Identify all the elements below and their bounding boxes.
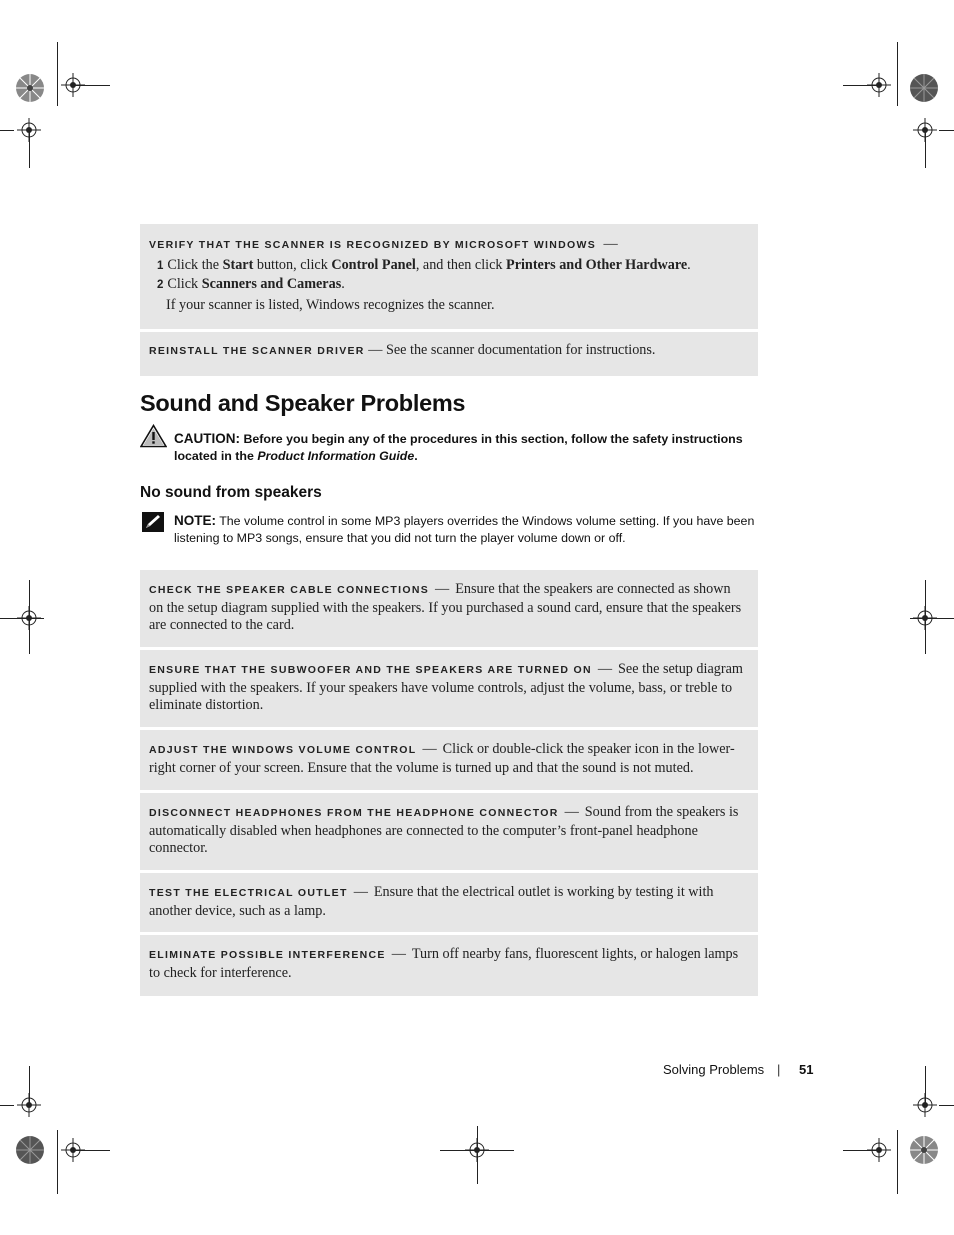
tip-box-adjust-the-windows-volume-control bbox=[140, 730, 758, 790]
reinstall-text: See the scanner documentation for instructions. bbox=[385, 342, 656, 358]
verify-step-2 bbox=[157, 276, 345, 295]
tip-heading: ELIMINATE POSSIBLE INTERFERENCE bbox=[149, 949, 386, 961]
tip-text: Ensure that the speakers are connected as shown on the setup diagram supplied with the speakers. If you purchased a sound card, ensure that the speakers are connected to the card. bbox=[149, 581, 742, 633]
reinstall-dash: — bbox=[368, 342, 383, 358]
verify-heading-line bbox=[149, 236, 618, 255]
registration-wheel-icon bbox=[909, 73, 939, 103]
registration-wheel-icon bbox=[15, 73, 45, 103]
tip-box-eliminate-possible-interference bbox=[140, 935, 758, 996]
tip-text: Ensure that the electrical outlet is working by testing it with another device, such as a lamp. bbox=[149, 884, 714, 919]
tip-box-check-the-speaker-cable-connections bbox=[140, 570, 758, 647]
verify-scanner-box bbox=[140, 224, 758, 329]
tip-heading: ADJUST THE WINDOWS VOLUME CONTROL bbox=[149, 744, 417, 756]
tip-heading: TEST THE ELECTRICAL OUTLET bbox=[149, 887, 348, 899]
verify-result: If your scanner is listed, Windows recognizes the scanner. bbox=[166, 297, 495, 313]
registration-wheel-icon bbox=[15, 1135, 45, 1165]
step-number: 1 bbox=[157, 260, 164, 272]
tip-paragraph bbox=[149, 946, 748, 982]
tip-paragraph bbox=[149, 884, 748, 920]
caution-period: . bbox=[414, 449, 418, 464]
step-text: . bbox=[687, 257, 691, 273]
step-text: button, click bbox=[253, 257, 332, 273]
caution-label: CAUTION: bbox=[174, 431, 240, 446]
tip-dash: — bbox=[422, 741, 437, 757]
warning-triangle-icon bbox=[140, 424, 167, 448]
caution-notice bbox=[174, 430, 764, 465]
ui-term-start: Start bbox=[222, 257, 254, 273]
note-notice bbox=[174, 512, 764, 547]
step-text: Click the bbox=[167, 257, 223, 273]
footer-section-name: Solving Problems bbox=[663, 1062, 765, 1077]
page-number: 51 bbox=[799, 1062, 814, 1077]
tip-dash: — bbox=[391, 946, 406, 962]
verify-step-1 bbox=[157, 257, 691, 276]
tip-text: Sound from the speakers is automatically disabled when headphones are connected to the computer’s front-panel headphone connector. bbox=[149, 804, 739, 856]
reinstall-driver-box bbox=[140, 332, 758, 376]
step-number: 2 bbox=[157, 279, 164, 291]
section-title: Sound and Speaker Problems bbox=[140, 390, 466, 416]
tip-dash: — bbox=[435, 581, 450, 597]
ui-term-printers: Printers and Other Hardware bbox=[506, 257, 688, 273]
tip-text: See the setup diagram supplied with the speakers. If your speakers have volume controls, adjust the volume, bass, or treble to eliminate distortion. bbox=[149, 661, 743, 713]
tip-dash: — bbox=[564, 804, 579, 820]
tip-dash: — bbox=[353, 884, 368, 900]
step-text: , and then click bbox=[415, 257, 507, 273]
ui-term-control-panel: Control Panel bbox=[331, 257, 416, 273]
note-pencil-icon bbox=[142, 512, 164, 532]
tip-box-test-the-electrical-outlet bbox=[140, 873, 758, 932]
footer-separator: | bbox=[777, 1062, 781, 1077]
tip-paragraph bbox=[149, 581, 748, 635]
tip-box-disconnect-headphones-from-the-headphone-connector bbox=[140, 793, 758, 870]
note-text: The volume control in some MP3 players overrides the Windows volume setting. If you have been listening to MP3 songs, ensure that you did not turn the player volume down or off. bbox=[174, 514, 755, 546]
tip-paragraph bbox=[149, 804, 748, 858]
subsection-title: No sound from speakers bbox=[140, 484, 322, 501]
tip-box-ensure-that-the-subwoofer-and-the-speakers-are-turned-on bbox=[140, 650, 758, 727]
step-text: . bbox=[341, 276, 345, 292]
reinstall-line bbox=[149, 342, 655, 361]
tip-heading: DISCONNECT HEADPHONES FROM THE HEADPHONE CONNECTOR bbox=[149, 807, 559, 819]
tip-text: Click or double-click the speaker icon in the lower-right corner of your screen. Ensure that the volume is turned up and that the sound is not muted. bbox=[149, 741, 735, 776]
verify-dash: — bbox=[603, 236, 618, 252]
tip-paragraph bbox=[149, 661, 748, 715]
tip-text: Turn off nearby fans, fluorescent lights, or halogen lamps to check for interference. bbox=[149, 946, 739, 981]
caution-text: Before you begin any of the procedures in this section, follow the safety instructions located in the bbox=[174, 432, 743, 464]
ui-term-scanners: Scanners and Cameras bbox=[201, 276, 342, 292]
step-text: Click bbox=[167, 276, 202, 292]
verify-heading: VERIFY THAT THE SCANNER IS RECOGNIZED BY MICROSOFT WINDOWS bbox=[149, 239, 596, 251]
registration-wheel-icon bbox=[909, 1135, 939, 1165]
tip-paragraph bbox=[149, 741, 748, 777]
note-label: NOTE: bbox=[174, 513, 216, 528]
reinstall-heading: REINSTALL THE SCANNER DRIVER bbox=[149, 345, 365, 357]
tip-dash: — bbox=[597, 661, 613, 677]
guide-title: Product Information Guide bbox=[257, 449, 415, 464]
tip-heading: CHECK THE SPEAKER CABLE CONNECTIONS bbox=[149, 584, 430, 596]
tip-heading: ENSURE THAT THE SUBWOOFER AND THE SPEAKERS ARE TURNED ON bbox=[149, 664, 592, 676]
